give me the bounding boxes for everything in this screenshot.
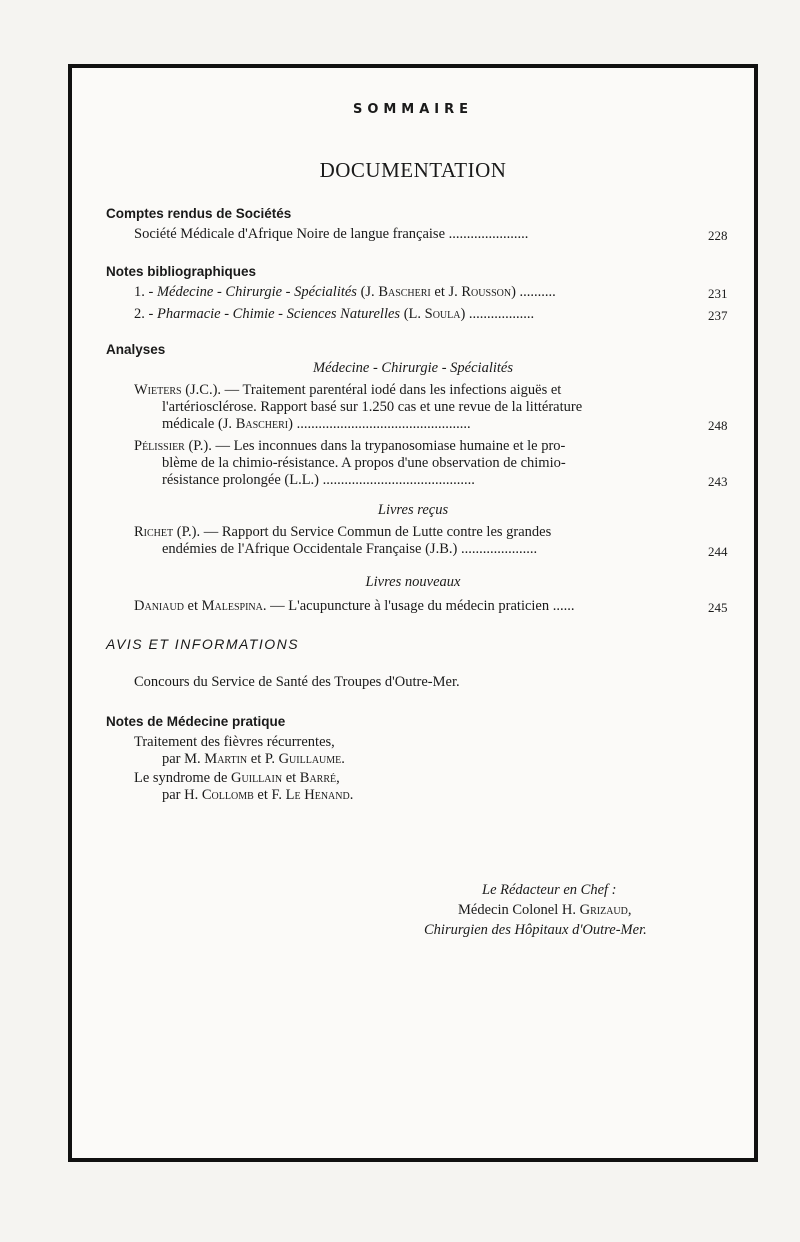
toc-entry-biblio-1[interactable] [134,284,556,301]
author-name: Malespina [201,598,263,614]
author-name: Barré [299,770,337,786]
sommaire-heading: SOMMAIRE [352,102,474,117]
entry-text: (J. [356,284,379,300]
section-analyses: Analyses [106,342,166,357]
page-frame [68,64,758,1162]
author-name: Bascheri [378,284,431,300]
entry-dots: ) .......... [511,284,556,300]
subheading-medecine: Médecine - Chirurgie - Spécialités [313,360,513,376]
entry-line: Traitement des fièvres récurrentes, [134,734,335,750]
entry-text: . [341,751,345,767]
page-number: 237 [708,308,728,323]
signature-title: Chirurgien des Hôpitaux d'Outre-Mer. [424,922,647,938]
page-number: 243 [708,474,728,489]
page-number: 248 [708,418,728,433]
author-name: Rousson [461,284,512,300]
author-name: Guillain [231,770,283,786]
toc-entry-daniaud[interactable] [134,598,575,615]
signature-text: Médecin Colonel H. [458,902,580,918]
author-name: Soula [424,306,461,322]
entry-number: 2. - [134,306,157,322]
entry-dots: ) .................. [460,306,535,322]
entry-line: résistance prolongée (L.L.) .......................................... [162,472,475,488]
entry-line: blème de la chimio-résistance. A propos d'une observation de chimio- [162,455,566,471]
entry-number: 1. - [134,284,157,300]
entry-text: et F. [253,787,286,803]
entry-title: Pharmacie - Chimie - Sciences Naturelles [156,306,401,322]
entry-text: médicale (J. [162,416,236,432]
toc-entry-concours[interactable]: Concours du Service de Santé des Troupes d'Outre-Mer. [134,674,460,690]
toc-entry-pelissier[interactable] [134,438,566,489]
author-name: Wieters [134,382,182,398]
section-avis-informations: AVIS ET INFORMATIONS [106,636,300,652]
toc-entry-societe-medicale[interactable] [134,226,528,243]
page-number: 245 [708,600,728,615]
page-number: 228 [708,228,728,243]
subheading-livres-recus: Livres reçus [377,502,449,518]
entry-text: (J.C.). — Traitement parentéral iodé dans les infections aiguës et [181,382,562,398]
entry-text: par M. [162,751,205,767]
entry-text: (P.). — Les inconnues dans la trypanosomiase humaine et le pro- [184,438,566,454]
entry-line: l'artériosclérose. Rapport basé sur 1.250 cas et une revue de la littérature [162,399,583,415]
author-name: Martin [204,751,248,767]
author-name: Richet [134,524,174,540]
author-name: Bascheri [235,416,289,432]
author-name: Daniaud [134,598,184,614]
entry-text: et [282,770,300,786]
entry-text: et P. [247,751,279,767]
entry-text: , [336,770,340,786]
entry-text: et J. [430,284,462,300]
author-name: Pélissier [134,438,185,454]
toc-entry-guillain-barre[interactable] [134,770,353,804]
entry-text: et [183,598,202,614]
subheading-livres-nouveaux: Livres nouveaux [365,574,461,590]
entry-text: (P.). — Rapport du Service Commun de Lutte contre les grandes [173,524,552,540]
entry-line: endémies de l'Afrique Occidentale Française (J.B.) ..................... [162,541,538,557]
author-name: Le Henand [285,787,350,803]
page-number: 231 [708,286,728,301]
page-number: 244 [708,544,728,559]
author-name: Collomb [201,787,254,803]
entry-text: . — L'acupuncture à l'usage du médecin praticien ...... [262,598,575,614]
signature-name [458,902,632,919]
entry-text: Société Médicale d'Afrique Noire de langue française ...................... [134,226,529,242]
entry-dots: ) ................................................ [288,416,471,432]
author-name: Guillaume [278,751,342,767]
signature-role: Le Rédacteur en Chef : [482,882,617,898]
entry-text: Le syndrome de [134,770,232,786]
toc-entry-richet[interactable] [134,524,551,558]
entry-text: . [349,787,354,803]
signature-surname: Grizaud [579,902,628,918]
section-notes-bibliographiques: Notes bibliographiques [106,264,257,279]
signature-text: , [627,902,632,918]
entry-text: (L. [400,306,425,322]
toc-entry-wieters[interactable] [134,382,582,433]
section-comptes-rendus: Comptes rendus de Sociétés [106,206,292,221]
entry-text: par H. [162,787,202,803]
entry-title: Médecine - Chirurgie - Spécialités [156,284,357,300]
toc-entry-biblio-2[interactable] [134,306,534,323]
toc-entry-fievres[interactable] [134,734,345,768]
section-notes-medecine: Notes de Médecine pratique [106,714,286,729]
documentation-title: DOCUMENTATION [319,158,507,182]
